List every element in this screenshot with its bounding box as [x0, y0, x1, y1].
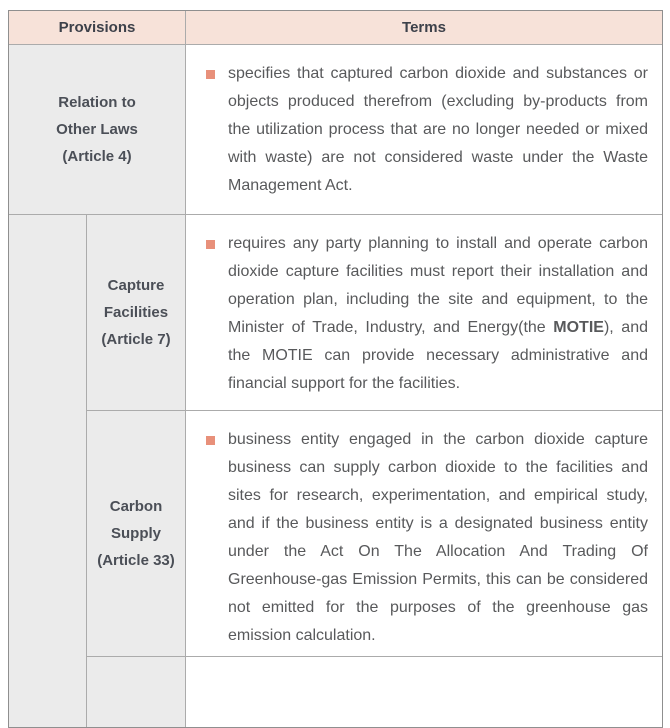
- provision-label-capture-facilities: Capture Facilities (Article 7): [87, 215, 186, 411]
- square-bullet-icon: [206, 240, 215, 249]
- terms-cell-next-row-partial: [186, 657, 662, 727]
- terms-cell-article-4: [186, 45, 662, 215]
- square-bullet-icon: [206, 436, 215, 445]
- terms-cell-article-33: [186, 411, 662, 657]
- term-item: [206, 426, 648, 650]
- term-text-article-4: specifies that captured carbon dioxide and substances or objects produced therefrom (excluding by-products from the utilization process that are no longer needed or mixed with waste) are not considered waste under the Waste Management Act.: [228, 65, 648, 194]
- provision-group-spacer-cell: [9, 215, 87, 727]
- term-text-article-7: requires any party planning to install and operate carbon dioxide capture facilities must report their installation and operation plan, including the site and equipment, to the Minister of Trade, Industry, and Energy(the MOTIE), and the MOTIE can provide necessary administrative and financial support for the facilities.: [228, 235, 648, 392]
- term-item: [206, 230, 648, 398]
- provision-label-carbon-supply: Carbon Supply (Article 33): [87, 411, 186, 657]
- terms-cell-article-7: [186, 215, 662, 411]
- provision-label-relation-to-other-laws: Relation to Other Laws (Article 4): [9, 45, 186, 215]
- provision-label-next-row-partial: [87, 657, 186, 727]
- term-item: [206, 60, 648, 200]
- terms-column-header: Terms: [186, 11, 662, 45]
- square-bullet-icon: [206, 70, 215, 79]
- provisions-column-header: Provisions: [9, 11, 186, 45]
- provisions-terms-table: [8, 10, 663, 728]
- term-text-article-33: business entity engaged in the carbon dioxide capture business can supply carbon dioxide to the facilities and sites for research, experimentation, and empirical study, and if the business entity is a designated business entity under the Act On The Allocation And Trading Of Greenhouse-gas Emission Permits, this can be considered not emitted for the purposes of the greenhouse gas emission calculation.: [228, 431, 648, 644]
